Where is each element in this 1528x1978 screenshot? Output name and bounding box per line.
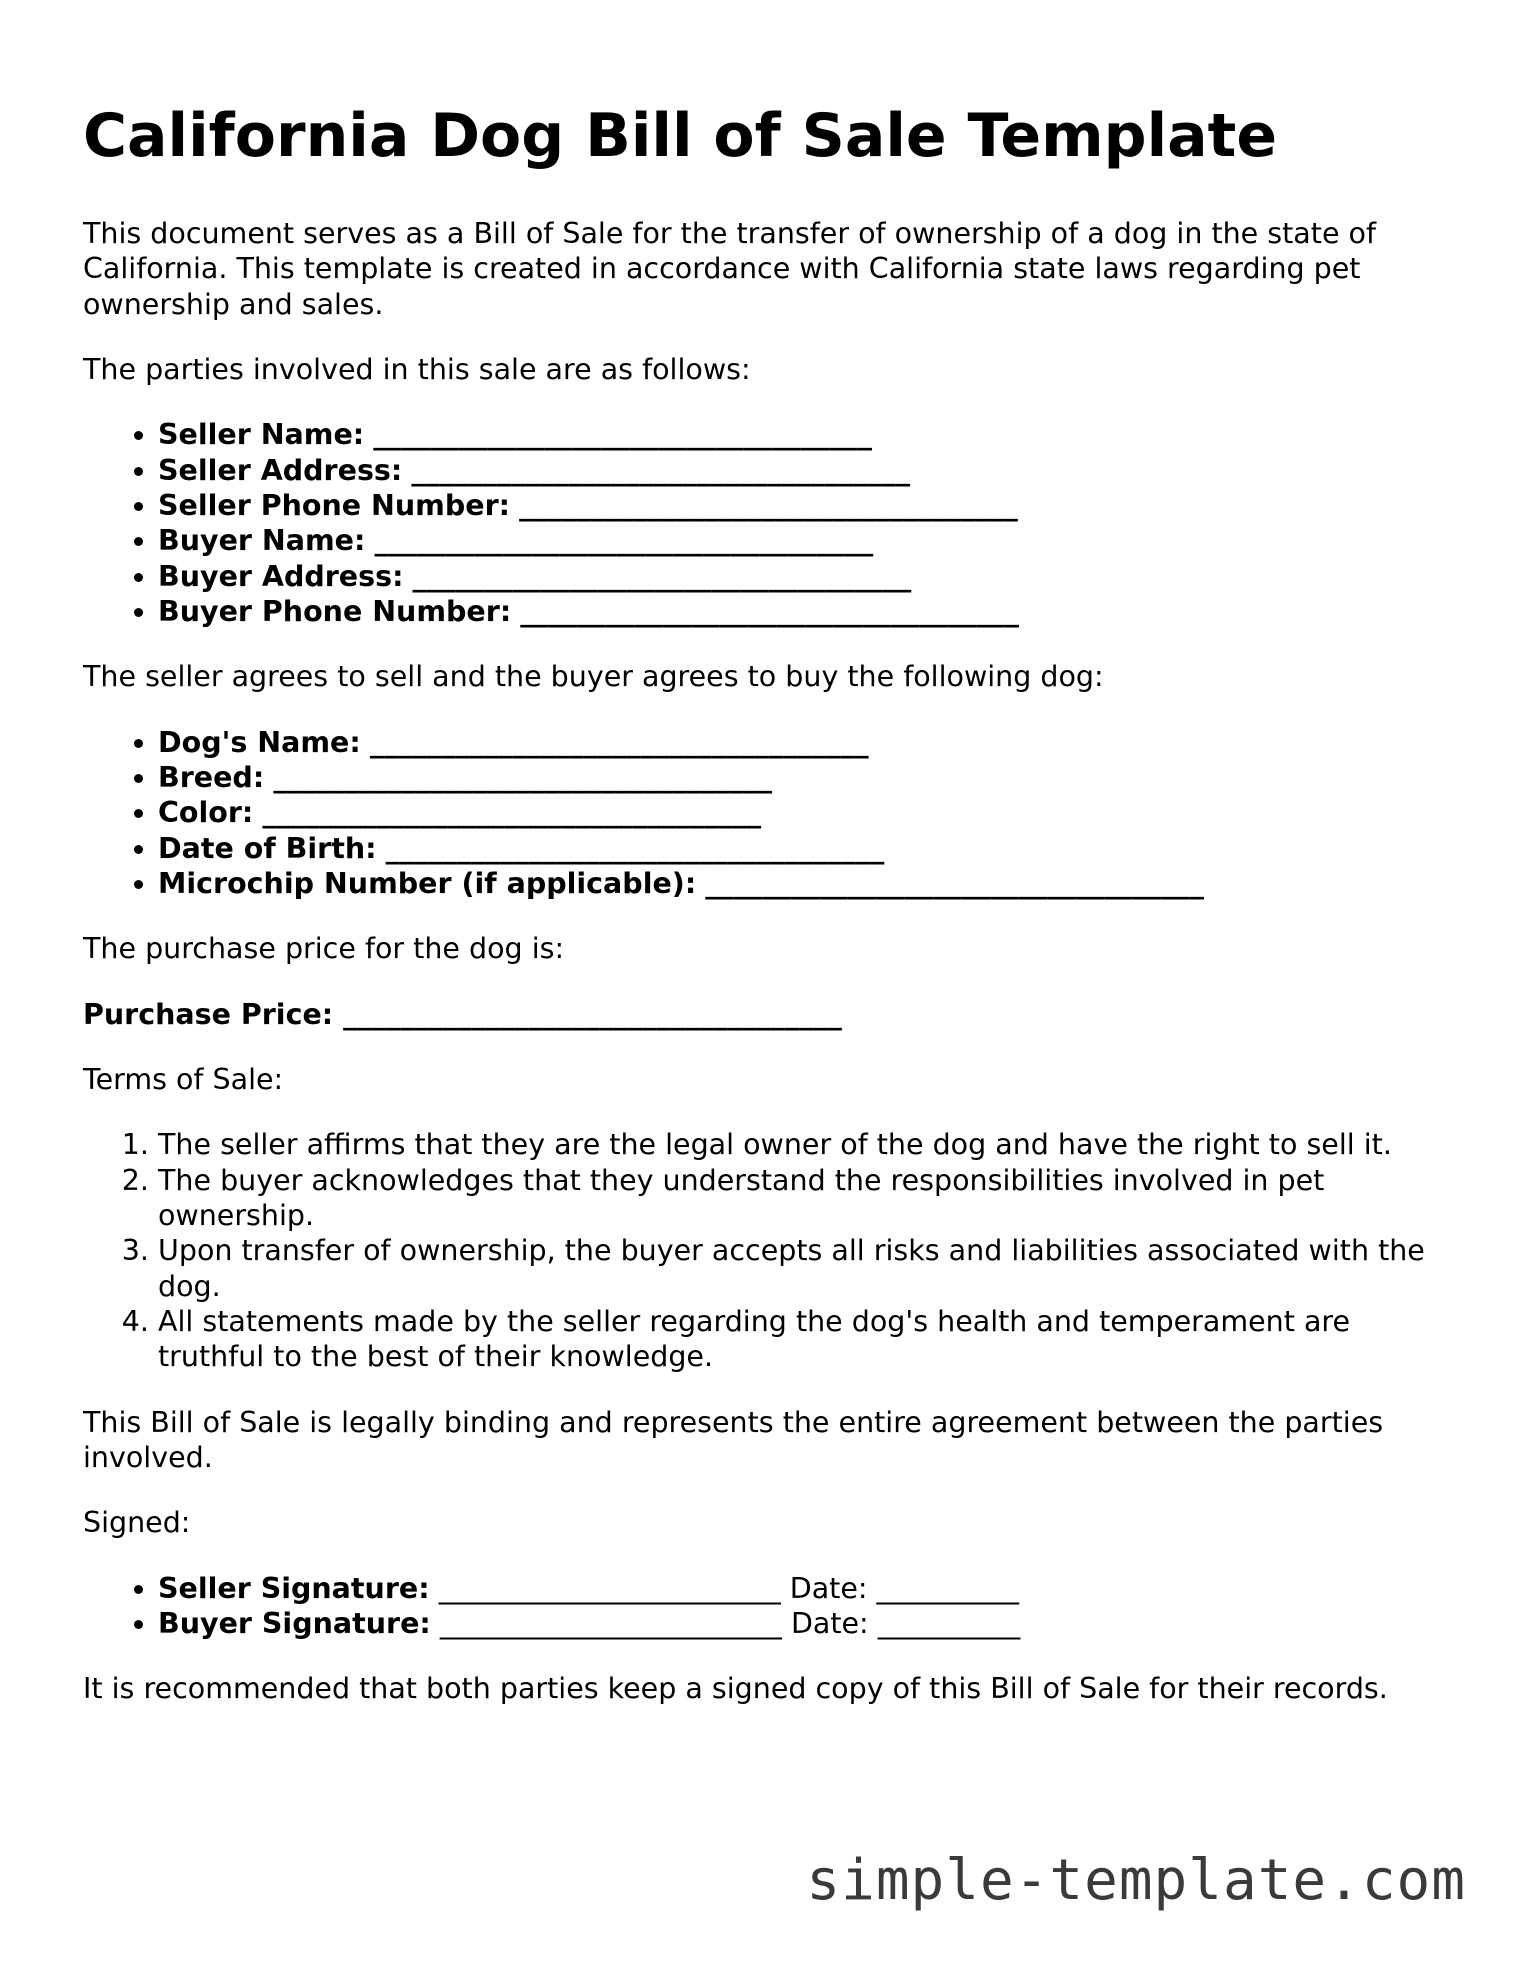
list-item <box>158 488 1448 523</box>
list-item: 1. The seller affirms that they are the legal owner of the dog and have the right to sell it. <box>158 1127 1448 1162</box>
binding-statement: This Bill of Sale is legally binding and represents the entire agreement between the parties involved. <box>83 1405 1384 1474</box>
seller-date-field[interactable]: __________ <box>876 1571 1020 1605</box>
list-item <box>158 760 1448 795</box>
field-label: Breed: <box>158 760 265 794</box>
field-label: Buyer Phone Number: <box>158 594 512 628</box>
field-label: Buyer Name: <box>158 524 366 558</box>
field-label: Dog's Name: <box>158 725 361 759</box>
date-label: Date: <box>789 1571 868 1605</box>
document-page <box>83 100 1448 1737</box>
date-label: Date: <box>790 1606 869 1640</box>
dog-name-field[interactable]: ___________________________________ <box>369 725 869 759</box>
buyer-date-field[interactable]: __________ <box>877 1606 1021 1640</box>
price-intro: The purchase price for the dog is: <box>83 932 565 966</box>
list-item <box>158 1571 1448 1606</box>
buyer-signature-field[interactable]: ________________________ <box>439 1606 782 1640</box>
list-item <box>158 795 1448 830</box>
list-item <box>158 866 1448 901</box>
signed-heading: Signed: <box>83 1506 191 1540</box>
date-of-birth-field[interactable]: ___________________________________ <box>385 831 885 865</box>
list-item: 3. Upon transfer of ownership, the buyer accepts all risks and liabilities associated with the dog. <box>158 1233 1448 1304</box>
dog-intro: The seller agrees to sell and the buyer agrees to buy the following dog: <box>83 660 1104 694</box>
purchase-price-field[interactable]: ___________________________________ <box>343 997 842 1031</box>
field-label: Seller Phone Number: <box>158 488 511 522</box>
parties-list <box>83 417 1448 629</box>
breed-field[interactable]: ___________________________________ <box>273 760 773 794</box>
field-label: Seller Signature: <box>158 1571 430 1605</box>
field-label: Date of Birth: <box>158 831 377 865</box>
list-item <box>158 523 1448 558</box>
purchase-price-line <box>83 997 1448 1032</box>
color-field[interactable]: ___________________________________ <box>262 796 762 830</box>
signatures-list <box>83 1571 1448 1642</box>
field-label: Buyer Address: <box>158 559 404 593</box>
dog-list <box>83 725 1448 902</box>
seller-address-field[interactable]: ___________________________________ <box>411 453 911 487</box>
list-item <box>158 417 1448 452</box>
buyer-address-field[interactable]: ___________________________________ <box>412 559 912 593</box>
list-item: 2. The buyer acknowledges that they understand the responsibilities involved in pet ownership. <box>158 1163 1448 1234</box>
terms-heading: Terms of Sale: <box>83 1062 284 1096</box>
field-label: Microchip Number (if applicable): <box>158 866 697 900</box>
microchip-field[interactable]: ___________________________________ <box>705 866 1205 900</box>
list-item <box>158 1606 1448 1641</box>
intro-paragraph: This document serves as a Bill of Sale for the transfer of ownership of a dog in the state of California. This template is created in accordance with California state laws regarding pet ownership and sales. <box>83 217 1377 321</box>
seller-name-field[interactable]: ___________________________________ <box>373 418 873 452</box>
field-label: Purchase Price: <box>83 997 334 1031</box>
list-item <box>158 453 1448 488</box>
parties-intro: The parties involved in this sale are as follows: <box>83 352 751 386</box>
list-item <box>158 559 1448 594</box>
buyer-name-field[interactable]: ___________________________________ <box>374 524 874 558</box>
seller-phone-field[interactable]: ___________________________________ <box>519 488 1018 522</box>
list-item: 4. All statements made by the seller regarding the dog's health and temperament are truthful to the best of their knowledge. <box>158 1304 1448 1375</box>
watermark: simple-template.com <box>806 1848 1466 1913</box>
field-label: Color: <box>158 796 254 830</box>
field-label: Seller Address: <box>158 453 403 487</box>
list-item <box>158 725 1448 760</box>
seller-signature-field[interactable]: ________________________ <box>438 1571 781 1605</box>
terms-list <box>83 1127 1448 1374</box>
page-title: California Dog Bill of Sale Template <box>83 101 1278 171</box>
field-label: Buyer Signature: <box>158 1606 431 1640</box>
recommendation-paragraph: It is recommended that both parties keep a signed copy of this Bill of Sale for their records. <box>83 1672 1388 1706</box>
list-item <box>158 831 1448 866</box>
field-label: Seller Name: <box>158 418 365 452</box>
buyer-phone-field[interactable]: ___________________________________ <box>520 594 1020 628</box>
list-item <box>158 594 1448 629</box>
